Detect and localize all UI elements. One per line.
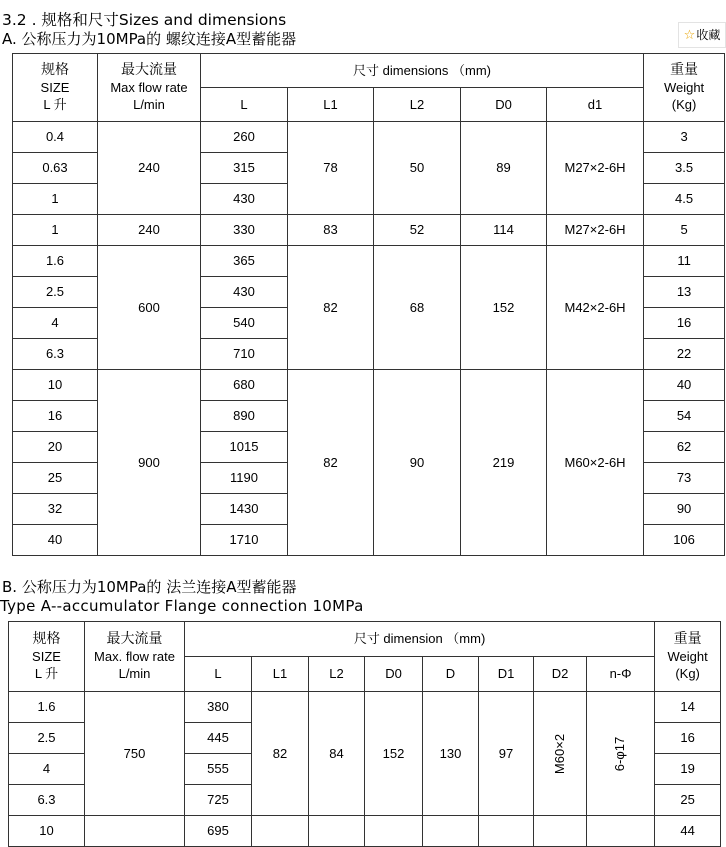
favorite-button[interactable] (678, 22, 726, 48)
cell-D1 (479, 816, 534, 847)
cell-L: 725 (185, 785, 252, 816)
cell-weight: 106 (644, 525, 725, 556)
cell-L1: 82 (252, 692, 309, 816)
cell-size: 2.5 (13, 277, 98, 308)
table-b (8, 621, 721, 847)
cell-D2 (534, 692, 587, 816)
cell-L: 1430 (201, 494, 288, 525)
cell-flow: 750 (85, 692, 185, 816)
cell-size: 20 (13, 432, 98, 463)
cell-size: 4 (13, 308, 98, 339)
favorite-label: 收藏 (696, 28, 721, 42)
header-dimensions: 尺寸 dimensions （mm) (201, 54, 644, 88)
cell-size: 16 (13, 401, 98, 432)
header-L: L (201, 88, 288, 122)
cell-L: 890 (201, 401, 288, 432)
cell-L1: 83 (288, 215, 374, 246)
cell-weight: 16 (644, 308, 725, 339)
cell-n-phi-text: 6-φ17 (612, 736, 628, 771)
cell-L1: 82 (288, 370, 374, 556)
cell-L: 430 (201, 277, 288, 308)
cell-weight: 19 (655, 754, 721, 785)
table-row (13, 370, 725, 401)
cell-flow: 240 (98, 122, 201, 215)
header-dimensions: 尺寸 dimension （mm) (185, 622, 655, 657)
cell-d1: M60×2-6H (547, 370, 644, 556)
cell-L: 330 (201, 215, 288, 246)
cell-size: 6.3 (9, 785, 85, 816)
cell-L: 540 (201, 308, 288, 339)
header-L2: L2 (309, 657, 365, 692)
cell-weight: 13 (644, 277, 725, 308)
section-title: 3.2 . 规格和尺寸Sizes and dimensions (2, 11, 287, 29)
cell-weight: 14 (655, 692, 721, 723)
cell-L: 315 (201, 153, 288, 184)
header-D2: D2 (534, 657, 587, 692)
header-size: 规格 SIZE L 升 (13, 54, 98, 122)
cell-L2: 50 (374, 122, 461, 215)
cell-flow: 240 (98, 215, 201, 246)
cell-L: 1015 (201, 432, 288, 463)
header-weight: 重量 Weight (Kg) (655, 622, 721, 692)
cell-weight: 44 (655, 816, 721, 847)
header-D1: D1 (479, 657, 534, 692)
cell-size: 25 (13, 463, 98, 494)
header-weight: 重量 Weight (Kg) (644, 54, 725, 122)
header-L: L (185, 657, 252, 692)
cell-n-phi (587, 816, 655, 847)
cell-d1: M27×2-6H (547, 215, 644, 246)
header-D0: D0 (461, 88, 547, 122)
star-icon: ☆ (683, 28, 696, 43)
table-b-title: B. 公称压力为10MPa的 法兰连接A型蓄能器 (2, 578, 297, 596)
cell-size: 4 (9, 754, 85, 785)
header-L1: L1 (288, 88, 374, 122)
cell-size: 2.5 (9, 723, 85, 754)
table-a (12, 53, 725, 556)
cell-L2: 68 (374, 246, 461, 370)
cell-weight: 73 (644, 463, 725, 494)
cell-D0: 89 (461, 122, 547, 215)
cell-D1: 97 (479, 692, 534, 816)
cell-L2: 52 (374, 215, 461, 246)
cell-size: 0.63 (13, 153, 98, 184)
cell-L2 (309, 816, 365, 847)
cell-n-phi (587, 692, 655, 816)
cell-weight: 3 (644, 122, 725, 153)
cell-weight: 5 (644, 215, 725, 246)
cell-D2-text: M60×2 (552, 733, 567, 774)
table-row (13, 246, 725, 277)
cell-weight: 22 (644, 339, 725, 370)
cell-L1: 78 (288, 122, 374, 215)
cell-size: 0.4 (13, 122, 98, 153)
cell-L: 430 (201, 184, 288, 215)
cell-D0: 219 (461, 370, 547, 556)
cell-L1: 82 (288, 246, 374, 370)
cell-size: 10 (13, 370, 98, 401)
cell-D0 (365, 816, 423, 847)
cell-L: 695 (185, 816, 252, 847)
header-d1: d1 (547, 88, 644, 122)
cell-L2: 90 (374, 370, 461, 556)
header-L1: L1 (252, 657, 309, 692)
cell-L: 445 (185, 723, 252, 754)
cell-d1: M27×2-6H (547, 122, 644, 215)
header-n-phi: n-Φ (587, 657, 655, 692)
cell-L: 1190 (201, 463, 288, 494)
cell-flow (85, 816, 185, 847)
cell-weight: 4.5 (644, 184, 725, 215)
cell-L: 365 (201, 246, 288, 277)
cell-D2 (534, 816, 587, 847)
cell-size: 10 (9, 816, 85, 847)
cell-L: 380 (185, 692, 252, 723)
cell-size: 1.6 (9, 692, 85, 723)
cell-d1: M42×2-6H (547, 246, 644, 370)
cell-weight: 90 (644, 494, 725, 525)
cell-weight: 11 (644, 246, 725, 277)
header-D: D (423, 657, 479, 692)
header-D0: D0 (365, 657, 423, 692)
table-row (13, 215, 725, 246)
table-a-title: A. 公称压力为10MPa的 螺纹连接A型蓄能器 (2, 30, 297, 48)
cell-weight: 62 (644, 432, 725, 463)
table-b-subtitle: Type A--accumulator Flange connection 10MPa (0, 597, 364, 615)
cell-size: 1 (13, 215, 98, 246)
cell-D0: 152 (365, 692, 423, 816)
cell-size: 6.3 (13, 339, 98, 370)
cell-L: 555 (185, 754, 252, 785)
header-flow: 最大流量 Max flow rate L/min (98, 54, 201, 122)
cell-size: 1.6 (13, 246, 98, 277)
header-L2: L2 (374, 88, 461, 122)
cell-D: 130 (423, 692, 479, 816)
cell-flow: 600 (98, 246, 201, 370)
header-flow: 最大流量 Max. flow rate L/min (85, 622, 185, 692)
cell-size: 32 (13, 494, 98, 525)
cell-L2: 84 (309, 692, 365, 816)
cell-weight: 40 (644, 370, 725, 401)
cell-L: 680 (201, 370, 288, 401)
cell-weight: 3.5 (644, 153, 725, 184)
cell-flow: 900 (98, 370, 201, 556)
cell-D (423, 816, 479, 847)
cell-L1 (252, 816, 309, 847)
cell-L: 710 (201, 339, 288, 370)
header-size: 规格 SIZE L 升 (9, 622, 85, 692)
cell-D0: 152 (461, 246, 547, 370)
table-row (13, 122, 725, 153)
cell-L: 260 (201, 122, 288, 153)
cell-size: 1 (13, 184, 98, 215)
cell-size: 40 (13, 525, 98, 556)
cell-weight: 16 (655, 723, 721, 754)
cell-D0: 114 (461, 215, 547, 246)
table-row (9, 692, 721, 723)
cell-weight: 54 (644, 401, 725, 432)
cell-L: 1710 (201, 525, 288, 556)
cell-weight: 25 (655, 785, 721, 816)
table-row (9, 816, 721, 847)
